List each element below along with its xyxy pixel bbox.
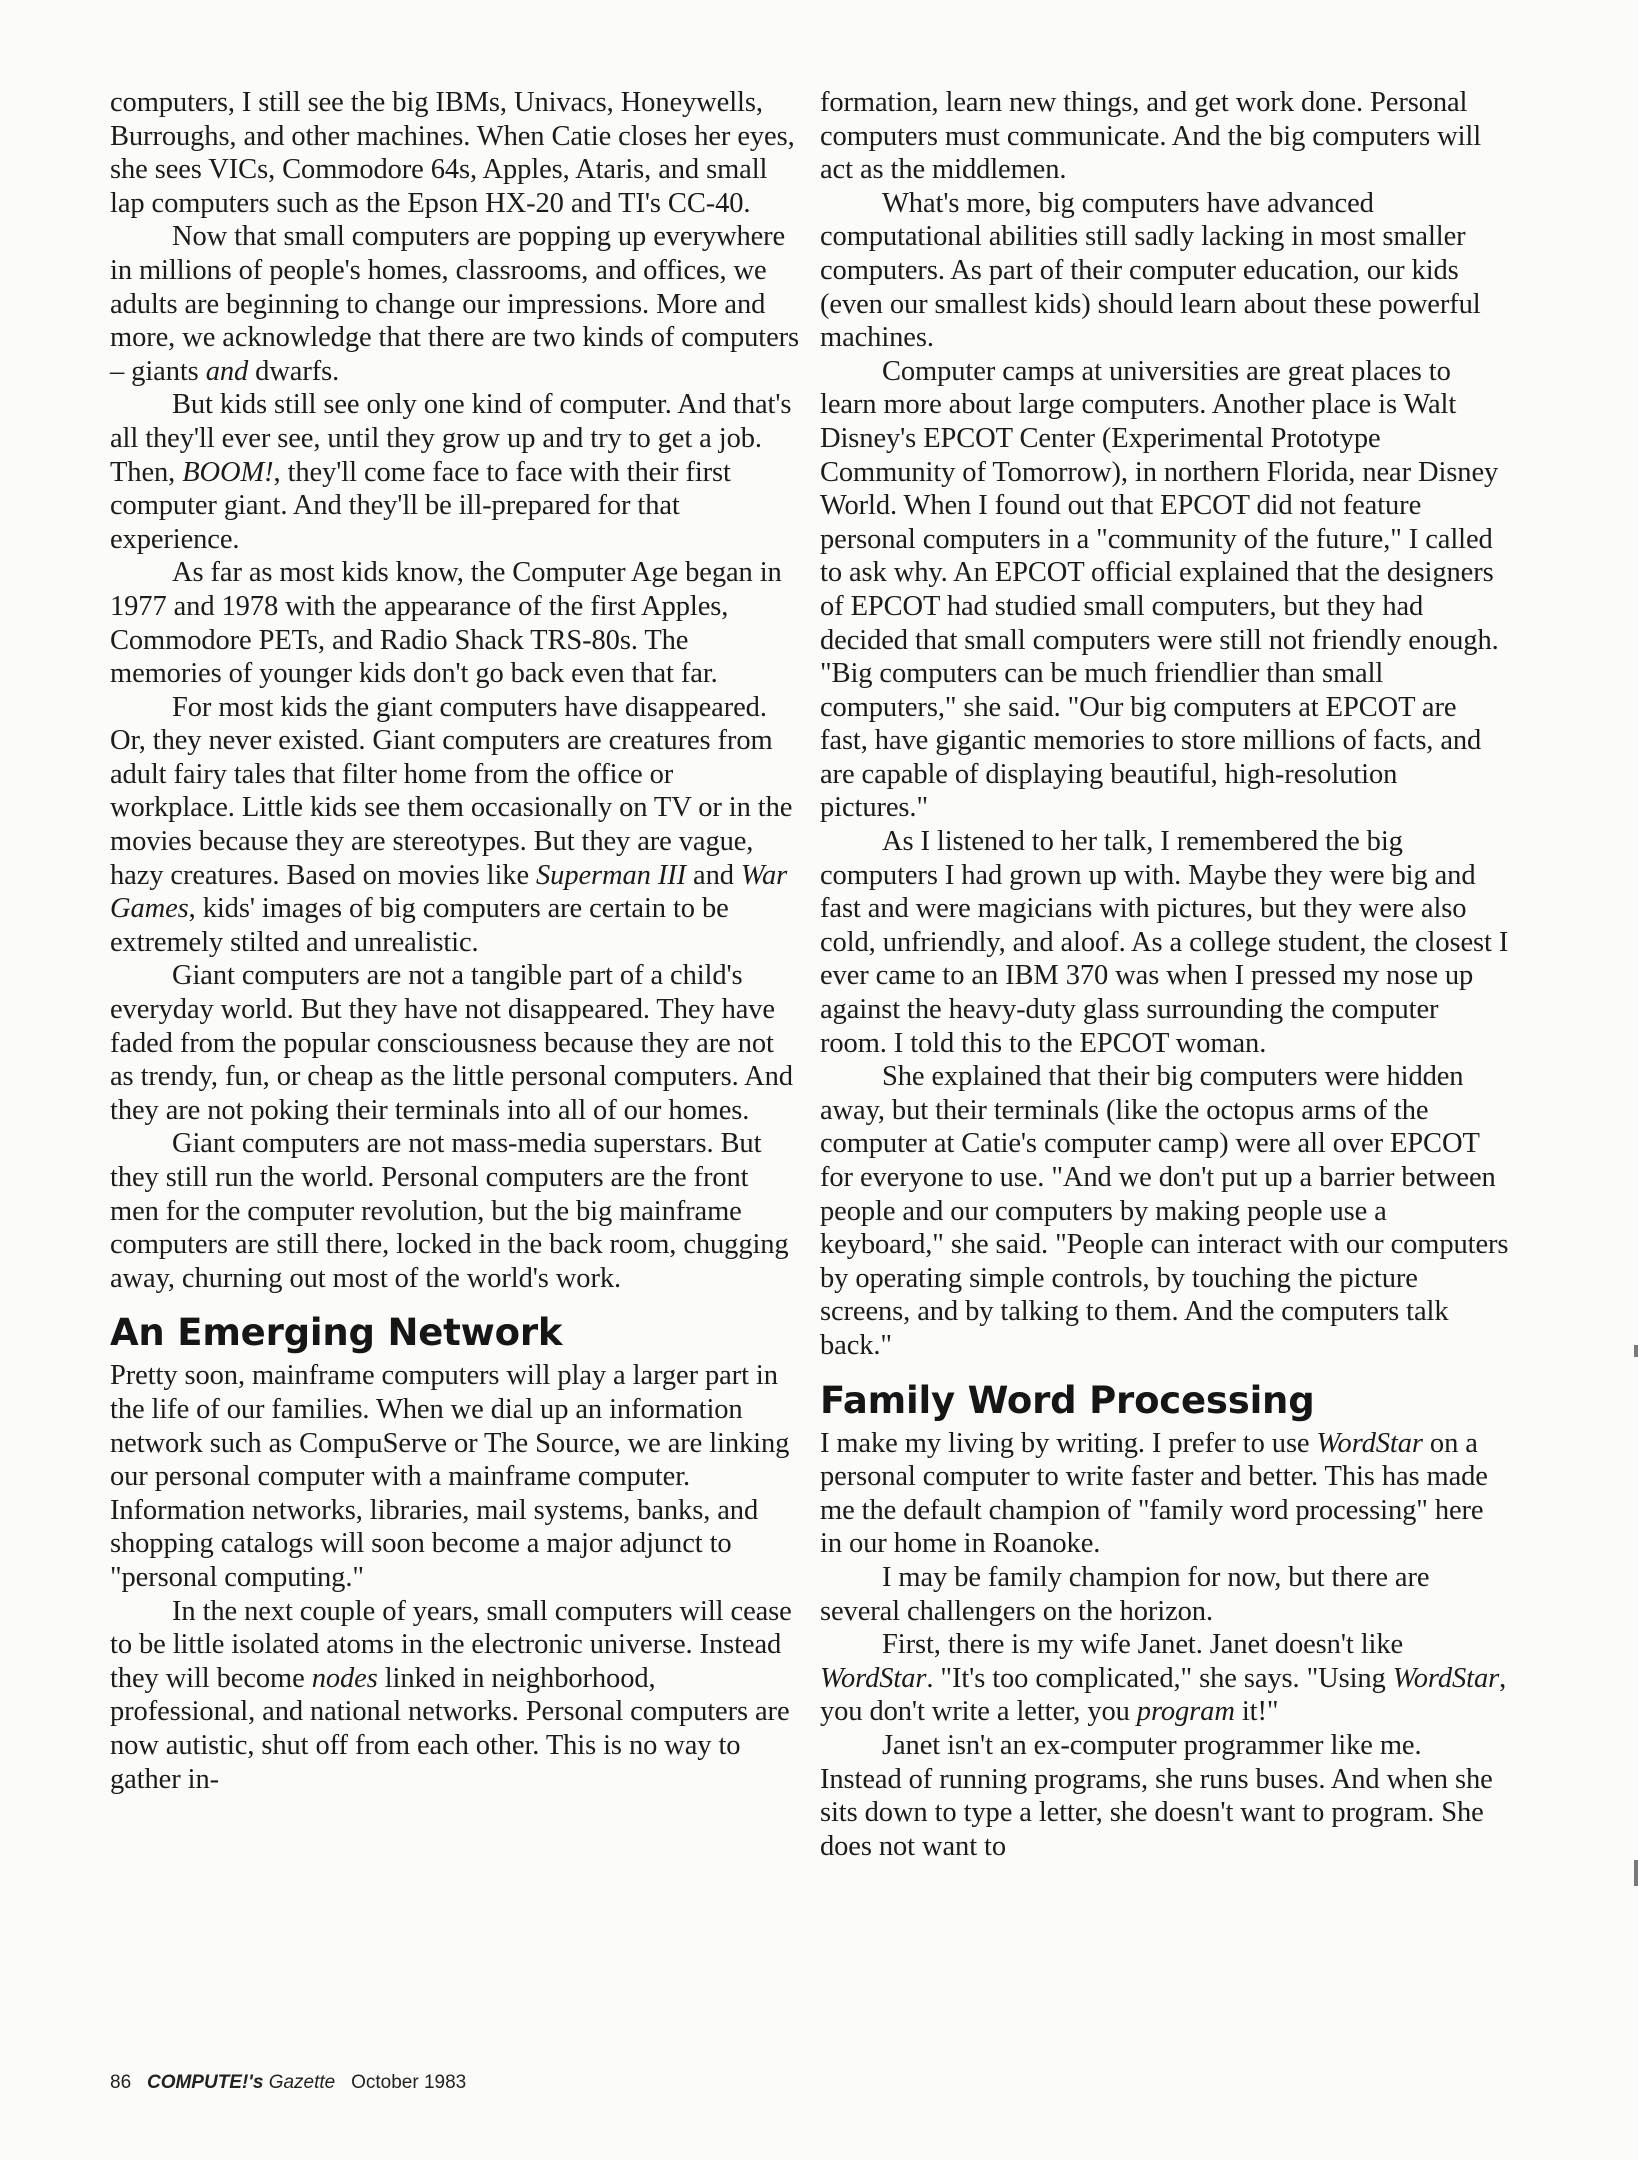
magazine-name: COMPUTE!'s — [146, 2072, 264, 2093]
magazine-name-suffix: Gazette — [268, 2072, 336, 2093]
paragraph — [820, 187, 1510, 355]
text-run: Giant computers are not a tangible part of a child's everyday world. But they have not disappeared. They have faded from the popular consciousness because they are not as trendy, fun, or cheap as the little personal computers. And they are not poking their terminals into all of our homes. — [110, 960, 793, 1126]
text-run: on a personal computer to write faster and better. This has made me the default champion of "family word processing" here in our home in Roanoke. — [820, 1427, 1488, 1560]
paragraph — [110, 556, 800, 690]
paragraph — [820, 86, 1510, 187]
italic-text: War Games — [110, 859, 788, 925]
italic-text: WordStar — [1316, 1427, 1423, 1459]
text-run: Now that small computers are popping up everywhere in millions of people's homes, classrooms, and offices, we adults are beginning to change our impressions. More and more, we acknowledge that there are two kinds of computers – giants — [110, 221, 800, 387]
paragraph — [110, 1595, 800, 1797]
left-column — [110, 86, 800, 1796]
paragraph — [820, 825, 1510, 1060]
paragraph — [110, 1127, 800, 1295]
text-run: In the next couple of years, small computers will cease to be little isolated atoms in the electronic universe. Instead they will become — [110, 1595, 792, 1694]
page-footer — [110, 2072, 466, 2094]
section-heading-family-word-processing: Family Word Processing — [820, 1378, 1315, 1422]
text-run: First, there is my wife Janet. Janet doesn't like — [882, 1629, 1404, 1661]
right-column — [820, 86, 1510, 1863]
scan-edge-mark — [1634, 1345, 1638, 1357]
text-run: dwarfs. — [248, 355, 340, 387]
text-run: I make my living by writing. I prefer to use — [820, 1427, 1317, 1459]
italic-text: and — [205, 355, 249, 387]
text-run: As far as most kids know, the Computer Age began in 1977 and 1978 with the appearance of the first Apples, Commodore PETs, and Radio Shack TRS-80s. The memories of younger kids don't go back even that far. — [110, 557, 782, 690]
section-heading-emerging-network: An Emerging Network — [110, 1311, 563, 1355]
paragraph — [110, 959, 800, 1127]
text-run: and — [686, 859, 741, 891]
right-block-1 — [820, 86, 1510, 1363]
italic-text: WordStar — [1392, 1662, 1500, 1694]
text-run: Pretty soon, mainframe computers will play a larger part in the life of our families. When we dial up an information network such as CompuServe or The Source, we are linking our personal computer with a mainframe computer. Information networks, libraries, mail systems, banks, and shopping catalogs will soon become a major adjunct to "personal computing." — [110, 1360, 790, 1593]
text-run: computers, I still see the big IBMs, Univacs, Honeywells, Burroughs, and other machines. When Catie closes her eyes, she sees VICs, Commodore 64s, Apples, Ataris, and small lap computers such as the Epson HX-20 and TI's CC-40. — [110, 87, 795, 219]
text-run: Giant computers are not mass-media superstars. But they still run the world. Personal computers are the front men for the computer revolution, but the big mainframe computers are still there, locked in the back room, chugging away, churning out most of the world's work. — [110, 1128, 789, 1294]
text-run: What's more, big computers have advanced computational abilities still sadly lacking in most smaller computers. As part of their computer education, our kids (even our smallest kids) should learn about these powerful machines. — [820, 187, 1481, 354]
paragraph — [110, 691, 800, 960]
paragraph — [820, 355, 1510, 825]
left-block-2 — [110, 1359, 800, 1796]
italic-text: nodes — [311, 1662, 378, 1694]
text-run: She explained that their big computers were hidden away, but their terminals (like the octopus arms of the computer at Catie's computer camp) were all over EPCOT for everyone to use. "And we don't put up a barrier between people and our computers by making people use a keyboard," she said. "People can interact with our computers by operating simple controls, by touching the picture screens, and by talking to them. And the computers talk back." — [820, 1061, 1509, 1361]
text-run: As I listened to her talk, I remembered the big computers I had grown up with. Maybe they were big and fast and were magicians with pictures, but they were also cold, unfriendly, and aloof. As a college student, the closest I ever came to an IBM 370 was when I pressed my nose up against the heavy-duty glass surrounding the computer room. I told this to the EPCOT woman. — [820, 826, 1509, 1059]
text-run: , they'll come face to face with their first computer giant. And they'll be ill-prepared for that experience. — [110, 456, 731, 555]
paragraph — [110, 388, 800, 556]
paragraph — [110, 1359, 800, 1594]
italic-text: program — [1136, 1696, 1235, 1728]
italic-text: WordStar — [820, 1662, 927, 1694]
paragraph — [820, 1060, 1510, 1362]
paragraph — [820, 1427, 1510, 1561]
issue-date: October 1983 — [351, 2072, 467, 2093]
page-number: 86 — [110, 2072, 132, 2093]
paragraph — [820, 1628, 1510, 1729]
italic-text: BOOM! — [182, 456, 274, 488]
paragraph — [110, 220, 800, 388]
text-run: linked in neighborhood, professional, and national networks. Personal computers are now autistic, shut off from each other. This is no way to gather in- — [110, 1662, 790, 1795]
text-run: I may be family champion for now, but there are several challengers on the horizon. — [820, 1561, 1430, 1627]
left-block-1 — [110, 86, 800, 1295]
text-run: , kids' images of big computers are certain to be extremely stilted and unrealistic. — [110, 893, 729, 958]
paragraph — [820, 1729, 1510, 1863]
text-run: it!" — [1234, 1696, 1279, 1728]
text-run: But kids still see only one kind of computer. And that's all they'll ever see, until they grow up and try to get a job. Then, — [110, 389, 792, 488]
paragraph — [820, 1561, 1510, 1628]
text-run: , you don't write a letter, you — [820, 1662, 1507, 1728]
text-run: . "It's too complicated," she says. "Using — [926, 1662, 1393, 1694]
right-block-2 — [820, 1427, 1510, 1864]
text-run: Computer camps at universities are great places to learn more about large computers. Another place is Walt Disney's EPCOT Center (Experimental Prototype Community of Tomorrow), in northern Florida, near Disney World. When I found out that EPCOT did not feature personal computers in a "community of the future," I called to ask why. An EPCOT official explained that the designers of EPCOT had studied small computers, but they had decided that small computers were still not friendly enough. "Big computers can be much friendlier than small computers," she said. "Our big computers at EPCOT are fast, have gigantic memories to store millions of facts, and are capable of displaying beautiful, high-resolution pictures." — [820, 355, 1499, 824]
text-run: Janet isn't an ex-computer programmer like me. Instead of running programs, she runs buses. And when she sits down to type a letter, she doesn't want to program. She does not want to — [820, 1729, 1493, 1862]
scan-edge-mark — [1634, 1860, 1638, 1886]
text-run: formation, learn new things, and get work done. Personal computers must communicate. And the big computers will act as the middlemen. — [820, 87, 1482, 186]
italic-text: Superman III — [536, 859, 687, 891]
paragraph — [110, 86, 800, 220]
text-run: For most kids the giant computers have disappeared. Or, they never existed. Giant computers are creatures from adult fairy tales that filter home from the office or workplace. Little kids see them occasionally on TV or in the movies because they are stereotypes. But they are vague, hazy creatures. Based on movies like — [110, 691, 793, 891]
